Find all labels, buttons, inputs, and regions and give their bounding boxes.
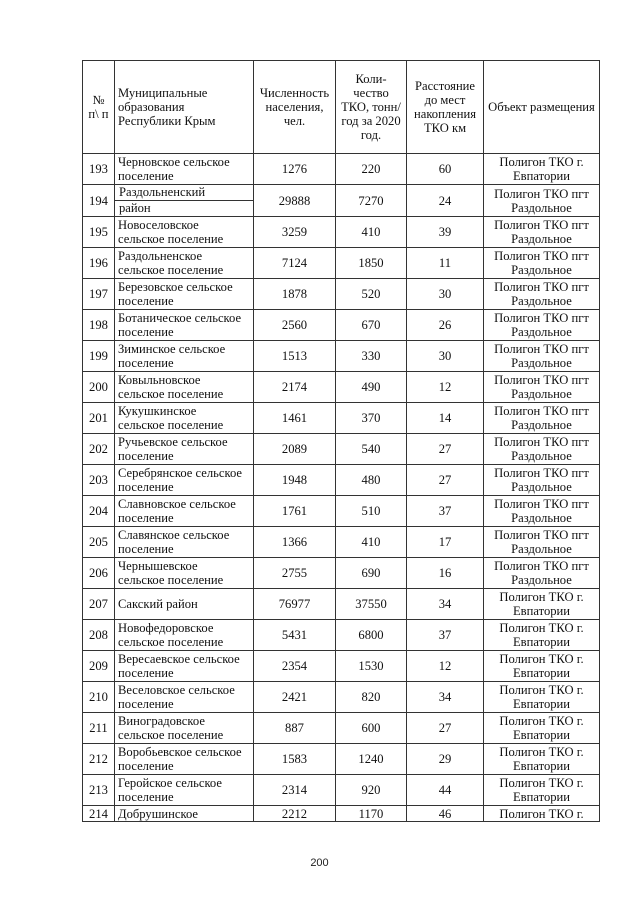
municipality-name bbox=[115, 403, 254, 434]
distance-value: 14 bbox=[407, 403, 484, 434]
placement-object-line: Раздольное bbox=[511, 573, 572, 587]
placement-object bbox=[484, 744, 600, 775]
distance-value: 27 bbox=[407, 465, 484, 496]
row-number: 201 bbox=[83, 403, 115, 434]
population-value: 1878 bbox=[254, 279, 336, 310]
placement-object bbox=[484, 434, 600, 465]
tko-value: 480 bbox=[336, 465, 407, 496]
placement-object-line: Полигон ТКО пгт bbox=[494, 466, 589, 480]
municipality-name-line: сельское поселение bbox=[118, 635, 224, 649]
placement-object-line: Полигон ТКО пгт bbox=[494, 559, 589, 573]
municipality-name-line: Раздольненский bbox=[115, 185, 253, 201]
placement-object-line: Полигон ТКО пгт bbox=[494, 218, 589, 232]
table-header-row bbox=[83, 61, 600, 154]
municipality-name-line: Ручьевское сельское bbox=[118, 435, 228, 449]
municipality-name bbox=[115, 589, 254, 620]
placement-object bbox=[484, 558, 600, 589]
tko-value: 7270 bbox=[336, 185, 407, 217]
placement-object-line: Раздольное bbox=[511, 387, 572, 401]
placement-object bbox=[484, 279, 600, 310]
placement-object-line: Полигон ТКО г. bbox=[499, 745, 584, 759]
table-row bbox=[83, 217, 600, 248]
table-row bbox=[83, 558, 600, 589]
distance-value: 27 bbox=[407, 434, 484, 465]
distance-value: 16 bbox=[407, 558, 484, 589]
placement-object bbox=[484, 775, 600, 806]
row-number: 194 bbox=[83, 185, 115, 217]
table-row bbox=[83, 775, 600, 806]
population-value: 887 bbox=[254, 713, 336, 744]
placement-object-line: Раздольное bbox=[511, 325, 572, 339]
placement-object-line: Полигон ТКО г. bbox=[499, 683, 584, 697]
municipality-name-line: сельское поселение bbox=[118, 728, 224, 742]
population-value: 1513 bbox=[254, 341, 336, 372]
table-row bbox=[83, 589, 600, 620]
distance-value: 34 bbox=[407, 682, 484, 713]
municipality-name-line: поселение bbox=[118, 511, 174, 525]
population-value: 2755 bbox=[254, 558, 336, 589]
municipality-name-line: Геройское сельское bbox=[118, 776, 222, 790]
table-row bbox=[83, 620, 600, 651]
municipality-name bbox=[115, 651, 254, 682]
municipality-name-line: Славянское сельское bbox=[118, 528, 230, 542]
population-value: 29888 bbox=[254, 185, 336, 217]
distance-value: 46 bbox=[407, 806, 484, 822]
tko-value: 520 bbox=[336, 279, 407, 310]
table-row bbox=[83, 806, 600, 822]
table-row bbox=[83, 154, 600, 185]
tko-value: 1530 bbox=[336, 651, 407, 682]
distance-value: 37 bbox=[407, 620, 484, 651]
placement-object bbox=[484, 682, 600, 713]
population-value: 1366 bbox=[254, 527, 336, 558]
distance-value: 34 bbox=[407, 589, 484, 620]
table-row bbox=[83, 185, 600, 217]
placement-object-line: Раздольное bbox=[511, 449, 572, 463]
municipality-name-line: поселение bbox=[118, 449, 174, 463]
row-number: 209 bbox=[83, 651, 115, 682]
placement-object-line: Полигон ТКО пгт bbox=[494, 186, 589, 201]
municipality-name bbox=[115, 154, 254, 185]
municipality-name-line: район bbox=[119, 201, 151, 215]
placement-object bbox=[484, 651, 600, 682]
tko-value: 6800 bbox=[336, 620, 407, 651]
population-value: 2174 bbox=[254, 372, 336, 403]
distance-value: 37 bbox=[407, 496, 484, 527]
placement-object-line: Полигон ТКО г. bbox=[499, 590, 584, 604]
header-num: № п\ п bbox=[83, 61, 115, 154]
distance-value: 12 bbox=[407, 372, 484, 403]
table-row bbox=[83, 341, 600, 372]
row-number: 204 bbox=[83, 496, 115, 527]
municipality-name bbox=[115, 279, 254, 310]
table-row bbox=[83, 434, 600, 465]
municipality-name-line: Ботаническое сельское bbox=[118, 311, 242, 325]
header-tko: Коли-чество ТКО, тонн/год за 2020 год. bbox=[336, 61, 407, 154]
municipality-name-line: поселение bbox=[118, 325, 174, 339]
tko-value: 1240 bbox=[336, 744, 407, 775]
page-number: 200 bbox=[310, 857, 329, 869]
municipality-name-line: Славновское сельское bbox=[118, 497, 236, 511]
municipality-name bbox=[115, 775, 254, 806]
municipality-name-line: сельское поселение bbox=[118, 387, 224, 401]
placement-object-line: Полигон ТКО г. bbox=[499, 155, 584, 169]
placement-object-line: Раздольное bbox=[511, 200, 572, 215]
placement-object bbox=[484, 403, 600, 434]
row-number: 207 bbox=[83, 589, 115, 620]
municipality-name bbox=[115, 217, 254, 248]
row-number: 208 bbox=[83, 620, 115, 651]
tko-value: 1170 bbox=[336, 806, 407, 822]
distance-value: 24 bbox=[407, 185, 484, 217]
placement-object bbox=[484, 248, 600, 279]
distance-value: 39 bbox=[407, 217, 484, 248]
data-table bbox=[82, 60, 600, 822]
population-value: 2560 bbox=[254, 310, 336, 341]
placement-object-line: Раздольное bbox=[511, 232, 572, 246]
distance-value: 30 bbox=[407, 279, 484, 310]
placement-object bbox=[484, 589, 600, 620]
municipality-name-line: Березовское сельское bbox=[118, 280, 233, 294]
municipality-name bbox=[115, 620, 254, 651]
municipality-name bbox=[115, 682, 254, 713]
municipality-name-line: поселение bbox=[118, 356, 174, 370]
tko-value: 670 bbox=[336, 310, 407, 341]
row-number: 212 bbox=[83, 744, 115, 775]
municipality-name-line: Серебрянское сельское bbox=[118, 466, 242, 480]
placement-object bbox=[484, 154, 600, 185]
row-number: 195 bbox=[83, 217, 115, 248]
municipality-name-line: Чернышевское bbox=[118, 559, 198, 573]
placement-object bbox=[484, 620, 600, 651]
population-value: 5431 bbox=[254, 620, 336, 651]
placement-object-line: Раздольное bbox=[511, 542, 572, 556]
table-row bbox=[83, 496, 600, 527]
municipality-name-line: Вересаевское сельское bbox=[118, 652, 240, 666]
municipality-name bbox=[115, 806, 254, 822]
municipality-name-line: сельское поселение bbox=[118, 418, 224, 432]
placement-object-line: Полигон ТКО г. bbox=[499, 714, 584, 728]
tko-value: 510 bbox=[336, 496, 407, 527]
header-distance: Расстояние до мест накопления ТКО км bbox=[407, 61, 484, 154]
row-number: 206 bbox=[83, 558, 115, 589]
placement-object-line: Полигон ТКО пгт bbox=[494, 435, 589, 449]
placement-object bbox=[484, 465, 600, 496]
tko-value: 220 bbox=[336, 154, 407, 185]
population-value: 1461 bbox=[254, 403, 336, 434]
tko-value: 370 bbox=[336, 403, 407, 434]
placement-object-line: Евпатории bbox=[512, 169, 571, 183]
distance-value: 11 bbox=[407, 248, 484, 279]
row-number: 202 bbox=[83, 434, 115, 465]
municipality-name-line: Веселовское сельское bbox=[118, 683, 235, 697]
population-value: 1948 bbox=[254, 465, 336, 496]
municipality-name-line: Добрушинское bbox=[118, 806, 199, 821]
placement-object-line: Евпатории bbox=[512, 728, 571, 742]
municipality-name-line: Сакский район bbox=[118, 597, 198, 611]
placement-object bbox=[484, 496, 600, 527]
placement-object-line: Полигон ТКО пгт bbox=[494, 280, 589, 294]
placement-object-line: Полигон ТКО пгт bbox=[494, 373, 589, 387]
tko-value: 690 bbox=[336, 558, 407, 589]
municipality-name-line: поселение bbox=[118, 666, 174, 680]
population-value: 2354 bbox=[254, 651, 336, 682]
placement-object-line: Раздольное bbox=[511, 263, 572, 277]
municipality-name-line: поселение bbox=[118, 759, 174, 773]
header-object: Объект размещения bbox=[484, 61, 600, 154]
table-row bbox=[83, 744, 600, 775]
placement-object-line: Раздольное bbox=[511, 356, 572, 370]
municipality-name-line: Новоселовское bbox=[118, 218, 199, 232]
placement-object bbox=[484, 713, 600, 744]
municipality-name-line: поселение bbox=[118, 480, 174, 494]
municipality-name bbox=[115, 248, 254, 279]
placement-object-line: Полигон ТКО г. bbox=[499, 776, 584, 790]
row-number: 198 bbox=[83, 310, 115, 341]
row-number: 197 bbox=[83, 279, 115, 310]
table-row bbox=[83, 651, 600, 682]
placement-object-line: Полигон ТКО пгт bbox=[494, 404, 589, 418]
municipality-name-line: Новофедоровское bbox=[118, 621, 214, 635]
municipality-name bbox=[115, 310, 254, 341]
table-row bbox=[83, 465, 600, 496]
placement-object-line: Полигон ТКО г. bbox=[499, 652, 584, 666]
municipality-name-line: Кукушкинское bbox=[118, 404, 197, 418]
row-number: 214 bbox=[83, 806, 115, 822]
row-number: 211 bbox=[83, 713, 115, 744]
placement-object-line: Раздольное bbox=[511, 294, 572, 308]
placement-object-line: Раздольное bbox=[511, 418, 572, 432]
placement-object-line: Полигон ТКО пгт bbox=[494, 249, 589, 263]
population-value: 1583 bbox=[254, 744, 336, 775]
distance-value: 30 bbox=[407, 341, 484, 372]
table-body bbox=[83, 154, 600, 822]
placement-object-line: Полигон ТКО г. bbox=[499, 806, 584, 821]
placement-object-line: Полигон ТКО пгт bbox=[494, 528, 589, 542]
population-value: 1761 bbox=[254, 496, 336, 527]
table-row bbox=[83, 527, 600, 558]
municipality-name bbox=[115, 713, 254, 744]
placement-object bbox=[484, 217, 600, 248]
municipality-name bbox=[115, 744, 254, 775]
population-value: 2089 bbox=[254, 434, 336, 465]
row-number: 196 bbox=[83, 248, 115, 279]
table-row bbox=[83, 248, 600, 279]
population-value: 3259 bbox=[254, 217, 336, 248]
row-number: 193 bbox=[83, 154, 115, 185]
population-value: 2421 bbox=[254, 682, 336, 713]
placement-object-line: Раздольное bbox=[511, 511, 572, 525]
table-row bbox=[83, 310, 600, 341]
placement-object-line: Евпатории bbox=[512, 697, 571, 711]
municipality-name-line: Черновское сельское bbox=[118, 155, 230, 169]
header-name: Муниципальные образования Республики Крым bbox=[115, 61, 254, 154]
tko-value: 1850 bbox=[336, 248, 407, 279]
population-value: 2314 bbox=[254, 775, 336, 806]
tko-value: 820 bbox=[336, 682, 407, 713]
municipality-name bbox=[115, 496, 254, 527]
municipality-name-line: поселение bbox=[118, 542, 174, 556]
population-value: 2212 bbox=[254, 806, 336, 822]
municipality-name-line: сельское поселение bbox=[118, 263, 224, 277]
population-value: 7124 bbox=[254, 248, 336, 279]
municipality-name bbox=[115, 434, 254, 465]
placement-object bbox=[484, 372, 600, 403]
distance-value: 17 bbox=[407, 527, 484, 558]
distance-value: 29 bbox=[407, 744, 484, 775]
placement-object bbox=[484, 806, 600, 822]
municipality-name bbox=[115, 558, 254, 589]
row-number: 213 bbox=[83, 775, 115, 806]
municipality-name bbox=[115, 465, 254, 496]
municipality-name-line: поселение bbox=[118, 294, 174, 308]
placement-object-line: Евпатории bbox=[512, 604, 571, 618]
municipality-name-line: Ковыльновское bbox=[118, 373, 201, 387]
tko-value: 410 bbox=[336, 527, 407, 558]
municipality-name-line: поселение bbox=[118, 790, 174, 804]
municipality-name-line: Воробьевское сельское bbox=[118, 745, 242, 759]
tko-value: 37550 bbox=[336, 589, 407, 620]
row-number: 210 bbox=[83, 682, 115, 713]
municipality-name-line: сельское поселение bbox=[118, 232, 224, 246]
placement-object-line: Полигон ТКО пгт bbox=[494, 311, 589, 325]
municipality-name-line: поселение bbox=[118, 169, 174, 183]
distance-value: 26 bbox=[407, 310, 484, 341]
placement-object-line: Евпатории bbox=[512, 759, 571, 773]
municipality-name-line: Виноградовское bbox=[118, 714, 205, 728]
municipality-name-line: Зиминское сельское bbox=[118, 342, 226, 356]
distance-value: 27 bbox=[407, 713, 484, 744]
tko-value: 920 bbox=[336, 775, 407, 806]
row-number: 200 bbox=[83, 372, 115, 403]
tko-value: 410 bbox=[336, 217, 407, 248]
distance-value: 60 bbox=[407, 154, 484, 185]
population-value: 1276 bbox=[254, 154, 336, 185]
row-number: 203 bbox=[83, 465, 115, 496]
municipality-name bbox=[115, 341, 254, 372]
placement-object-line: Евпатории bbox=[512, 666, 571, 680]
municipality-name-line: поселение bbox=[118, 697, 174, 711]
table-row bbox=[83, 372, 600, 403]
distance-value: 12 bbox=[407, 651, 484, 682]
municipality-name-line: сельское поселение bbox=[118, 573, 224, 587]
municipality-name bbox=[115, 185, 254, 217]
placement-object-line: Раздольное bbox=[511, 480, 572, 494]
municipality-name bbox=[115, 527, 254, 558]
placement-object bbox=[484, 310, 600, 341]
municipality-name bbox=[115, 372, 254, 403]
row-number: 205 bbox=[83, 527, 115, 558]
placement-object bbox=[484, 185, 600, 217]
distance-value: 44 bbox=[407, 775, 484, 806]
tko-value: 540 bbox=[336, 434, 407, 465]
placement-object bbox=[484, 527, 600, 558]
table-row bbox=[83, 279, 600, 310]
row-number: 199 bbox=[83, 341, 115, 372]
municipality-name-line: Раздольненское bbox=[118, 249, 203, 263]
placement-object-line: Полигон ТКО пгт bbox=[494, 497, 589, 511]
tko-value: 490 bbox=[336, 372, 407, 403]
table-row bbox=[83, 682, 600, 713]
placement-object-line: Полигон ТКО пгт bbox=[494, 342, 589, 356]
table-row bbox=[83, 713, 600, 744]
tko-value: 330 bbox=[336, 341, 407, 372]
tko-value: 600 bbox=[336, 713, 407, 744]
table-row bbox=[83, 403, 600, 434]
placement-object-line: Евпатории bbox=[512, 635, 571, 649]
placement-object-line: Полигон ТКО г. bbox=[499, 621, 584, 635]
placement-object bbox=[484, 341, 600, 372]
population-value: 76977 bbox=[254, 589, 336, 620]
header-population: Численность населения, чел. bbox=[254, 61, 336, 154]
placement-object-line: Евпатории bbox=[512, 790, 571, 804]
